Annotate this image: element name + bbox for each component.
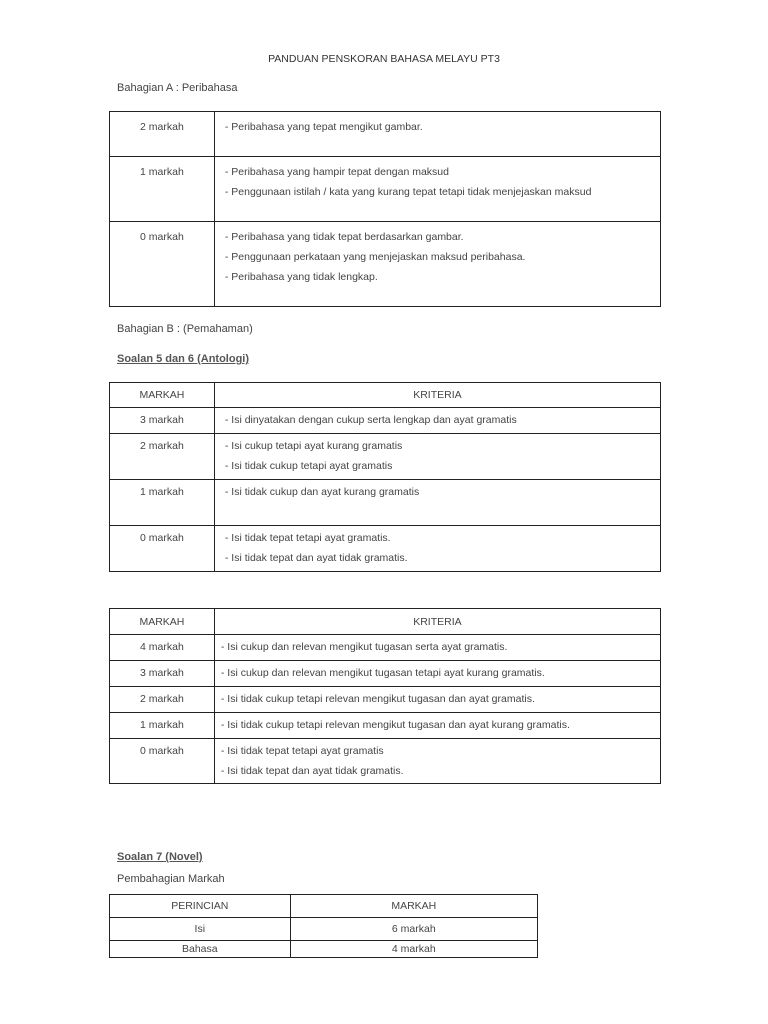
criteria-cell: - Peribahasa yang hampir tepat dengan maksud - Penggunaan istilah / kata yang kurang tepat tetapi tidak menjejaskan maksud bbox=[214, 157, 660, 222]
mark-cell: 1 markah bbox=[110, 480, 215, 526]
criteria-cell: - Isi cukup dan relevan mengikut tugasan tetapi ayat kurang gramatis. bbox=[214, 661, 660, 687]
criteria-table-2 bbox=[109, 608, 661, 784]
mark-cell: 2 markah bbox=[110, 434, 215, 480]
mark-cell: 1 markah bbox=[110, 713, 215, 739]
mark-cell: 3 markah bbox=[110, 661, 215, 687]
antologi-table bbox=[109, 382, 661, 572]
header-markah: MARKAH bbox=[110, 383, 215, 408]
table-row bbox=[110, 739, 661, 784]
mark-cell: 4 markah bbox=[110, 635, 215, 661]
page-title: PANDUAN PENSKORAN BAHASA MELAYU PT3 bbox=[268, 53, 500, 65]
criteria-cell: - Isi tidak cukup tetapi relevan mengikut tugasan dan ayat kurang gramatis. bbox=[214, 713, 660, 739]
table-row bbox=[110, 480, 661, 526]
table-row bbox=[110, 222, 661, 307]
table-row bbox=[110, 526, 661, 572]
table-row bbox=[110, 661, 661, 687]
section-b-label: Bahagian B : (Pemahaman) bbox=[117, 323, 253, 335]
header-markah: MARKAH bbox=[290, 895, 537, 918]
header-markah: MARKAH bbox=[110, 609, 215, 635]
table-row bbox=[110, 434, 661, 480]
soalan-7-heading: Soalan 7 (Novel) bbox=[117, 851, 203, 863]
table-row bbox=[110, 112, 661, 157]
mark-cell: 2 markah bbox=[110, 112, 215, 157]
table-row bbox=[110, 687, 661, 713]
criteria-cell: - Isi tidak cukup tetapi relevan mengikut tugasan dan ayat gramatis. bbox=[214, 687, 660, 713]
table-row bbox=[110, 713, 661, 739]
markah-cell: 4 markah bbox=[290, 941, 537, 958]
table-header-row bbox=[110, 895, 538, 918]
mark-cell: 1 markah bbox=[110, 157, 215, 222]
header-kriteria: KRITERIA bbox=[214, 609, 660, 635]
mark-cell: 0 markah bbox=[110, 526, 215, 572]
criteria-cell: - Isi tidak tepat tetapi ayat gramatis - Isi tidak tepat dan ayat tidak gramatis. bbox=[214, 739, 660, 784]
criteria-cell: - Isi cukup tetapi ayat kurang gramatis - Isi tidak cukup tetapi ayat gramatis bbox=[214, 434, 660, 480]
table-row bbox=[110, 635, 661, 661]
table-row bbox=[110, 157, 661, 222]
criteria-cell: - Peribahasa yang tepat mengikut gambar. bbox=[214, 112, 660, 157]
markah-cell: 6 markah bbox=[290, 918, 537, 941]
section-a-label: Bahagian A : Peribahasa bbox=[117, 82, 238, 94]
mark-cell: 0 markah bbox=[110, 222, 215, 307]
pembahagian-markah-label: Pembahagian Markah bbox=[117, 873, 225, 885]
mark-cell: 0 markah bbox=[110, 739, 215, 784]
criteria-cell: - Isi tidak cukup dan ayat kurang gramatis bbox=[214, 480, 660, 526]
perincian-cell: Bahasa bbox=[110, 941, 291, 958]
header-perincian: PERINCIAN bbox=[110, 895, 291, 918]
novel-mark-table bbox=[109, 894, 538, 958]
criteria-cell: - Isi tidak tepat tetapi ayat gramatis. - Isi tidak tepat dan ayat tidak gramatis. bbox=[214, 526, 660, 572]
header-kriteria: KRITERIA bbox=[214, 383, 660, 408]
table-header-row bbox=[110, 609, 661, 635]
soalan-5-6-heading: Soalan 5 dan 6 (Antologi) bbox=[117, 353, 250, 365]
mark-cell: 3 markah bbox=[110, 408, 215, 434]
table-row bbox=[110, 941, 538, 958]
perincian-cell: Isi bbox=[110, 918, 291, 941]
criteria-cell: - Peribahasa yang tidak tepat berdasarkan gambar. - Penggunaan perkataan yang menjejaskan maksud peribahasa. - Peribahasa yang tidak lengkap. bbox=[214, 222, 660, 307]
section-a-table bbox=[109, 111, 661, 307]
criteria-cell: - Isi dinyatakan dengan cukup serta lengkap dan ayat gramatis bbox=[214, 408, 660, 434]
table-row bbox=[110, 408, 661, 434]
criteria-cell: - Isi cukup dan relevan mengikut tugasan serta ayat gramatis. bbox=[214, 635, 660, 661]
table-row bbox=[110, 918, 538, 941]
mark-cell: 2 markah bbox=[110, 687, 215, 713]
table-header-row bbox=[110, 383, 661, 408]
